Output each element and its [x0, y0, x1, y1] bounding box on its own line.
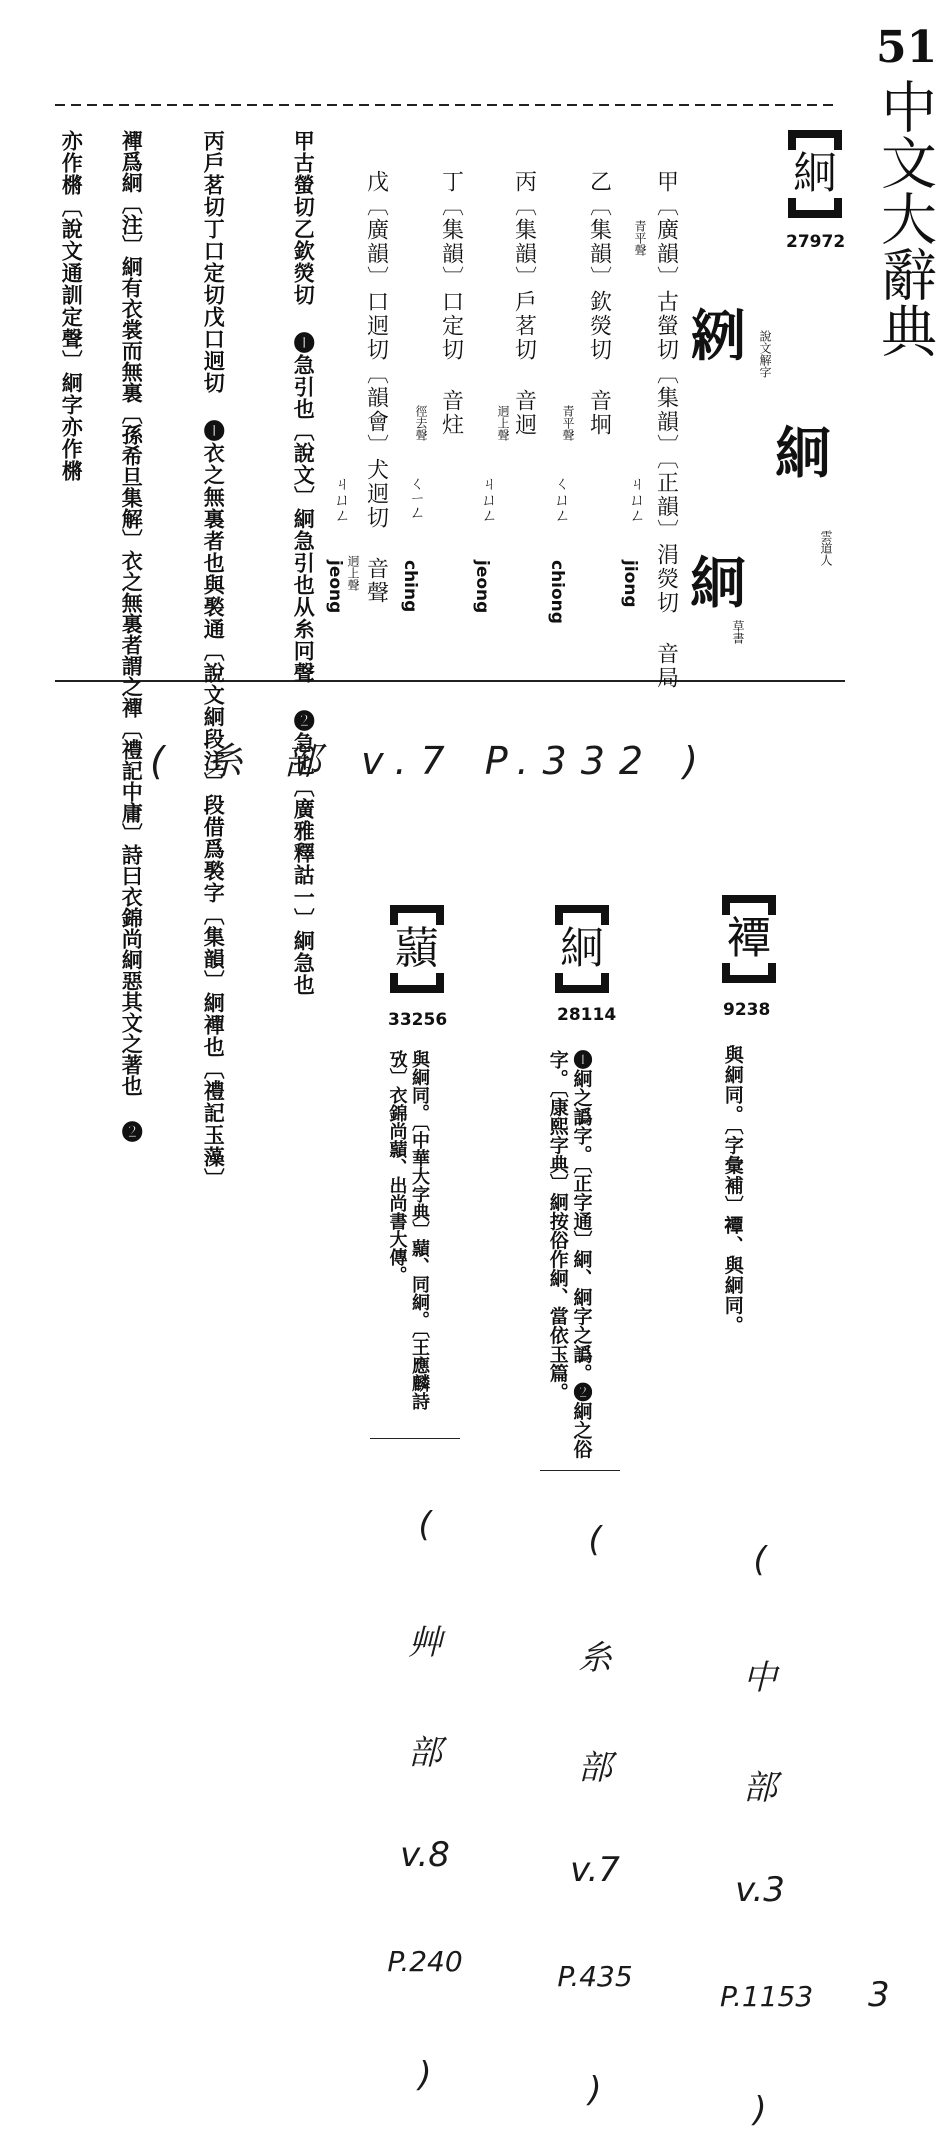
- entry-divider: [540, 1470, 620, 1471]
- note-line: ): [753, 2090, 767, 2130]
- annotation: 青平聲: [561, 405, 575, 441]
- definition-line: 丙戶茗切丁口定切戊口迥切 ❶衣之無裏者也與褧通〔說文絅段注〕段借爲褧字〔集韻〕絅襌也〔禮記玉藻〕: [201, 130, 227, 1190]
- note-line: 部: [408, 1733, 442, 1773]
- note-line: ): [418, 2055, 432, 2095]
- definition-line: 亦作㯍〔說文通訓定聲〕絅字亦作㯍: [59, 130, 85, 482]
- note-line: (: [753, 1540, 767, 1580]
- note-line: 糸: [578, 1638, 612, 1678]
- annotation: 徑去聲: [414, 405, 428, 441]
- headword-box: [788, 130, 842, 218]
- bopomofo: ㄐㄩㄥ: [627, 475, 646, 523]
- glyph-source: 雲道人: [819, 530, 833, 566]
- note-line: (: [588, 1520, 602, 1560]
- glyph-form: 𦀎: [690, 304, 746, 370]
- note-line: v.8: [400, 1835, 450, 1875]
- handwritten-note-2: [555, 1520, 635, 2130]
- glyph-source: 說文解字: [758, 330, 772, 378]
- page-number: 51: [876, 22, 938, 73]
- romanization: ching: [400, 560, 420, 613]
- note-line: (: [418, 1505, 432, 1545]
- headword: 絅: [793, 148, 837, 199]
- glyph-form: 絅: [690, 551, 746, 617]
- entry-number: 28114: [557, 1005, 617, 1025]
- pron-line-4: 丁〔集韻〕口定切 音炷: [438, 170, 464, 437]
- note-line: ): [588, 2070, 602, 2110]
- entry-number: 9238: [723, 1000, 771, 1020]
- entry-text: 與絅同。〔字彙補〕𧝓、與絅同。: [721, 1045, 744, 1336]
- romanization: jeong: [325, 560, 345, 614]
- handwritten-note-1: [720, 1540, 814, 2150]
- note-line: 部: [578, 1748, 612, 1788]
- note-line: P.1153: [720, 1980, 814, 2013]
- top-rule: [55, 104, 835, 106]
- bottom-rule: [55, 680, 845, 682]
- handwritten-note-3: [385, 1505, 465, 2115]
- pron-line-5: 戊〔廣韻〕口迥切〔韻會〕犬迥切 音聲: [363, 170, 389, 605]
- bopomofo: ㄑㄧㄥ: [407, 475, 426, 520]
- pron-line-3: 丙〔集韻〕戶茗切 音迥: [511, 170, 537, 437]
- headword-box: [555, 905, 609, 993]
- headword: 蘏: [395, 923, 439, 974]
- note-line: v.7: [570, 1850, 620, 1890]
- entry-number: 33256: [388, 1010, 448, 1030]
- pron-line-1: 甲〔廣韻〕古螢切〔集韻〕〔正韻〕涓熒切 音局: [653, 170, 679, 690]
- romanization: jiong: [620, 560, 640, 608]
- bopomofo: ㄑㄩㄥ: [552, 475, 571, 523]
- entry-divider: [370, 1438, 460, 1439]
- bopomofo: ㄐㄩㄥ: [332, 475, 351, 523]
- entry-text: ❶絅之譌字。〔正字通〕絅、絅字之譌。❷絅之俗字。〔康熙字典〕絅按俗作絅、當依玉篇。: [546, 1050, 593, 1459]
- note-line: P.435: [557, 1960, 633, 1993]
- stray-mark: 3: [868, 1975, 890, 2015]
- note-line: v.3: [735, 1870, 785, 1910]
- romanization: jeong: [472, 560, 492, 614]
- glyph-form: 絅: [775, 421, 831, 487]
- handwritten-reference-1: ( 糸 部 v.7 P.332 ): [150, 739, 712, 783]
- bopomofo: ㄐㄩㄥ: [479, 475, 498, 523]
- headword-box: [722, 895, 776, 983]
- annotation: 迥上聲: [496, 405, 510, 441]
- annotation: 迥上聲: [346, 555, 360, 591]
- note-line: 中: [743, 1658, 777, 1698]
- definition-line: 襌爲絅〔注〕絅有衣裳而無裏〔孫希旦集解〕衣之無裏者謂之襌〔禮記中庸〕詩曰衣錦尚絅惡其文之著也 ❷: [119, 130, 145, 1142]
- headword-box: [390, 905, 444, 993]
- book-title: 中文大辭典: [872, 78, 937, 358]
- annotation: 青平聲: [633, 220, 647, 256]
- headword: 絅: [560, 923, 604, 974]
- note-line: P.240: [387, 1945, 463, 1978]
- romanization: chiong: [547, 560, 567, 624]
- note-line: 部: [743, 1768, 777, 1808]
- definition-line: 甲古螢切乙欽熒切 ❶急引也〔說文〕絅急引也从糸冋聲 ❷急也〔廣雅釋詁一〕絅急也: [291, 130, 317, 996]
- note-line: 艸: [408, 1623, 442, 1663]
- entry-text: 與絅同。〔中華大字典〕蘏、同絅。〔王應麟詩攷〕衣錦尚蘏、出尚書大傳。: [386, 1050, 430, 1410]
- headword: 𧝓: [727, 913, 771, 964]
- glyph-source: 草書: [731, 620, 745, 644]
- pron-line-2: 乙〔集韻〕欽熒切 音坰: [586, 170, 612, 437]
- entry-number: 27972: [786, 232, 846, 252]
